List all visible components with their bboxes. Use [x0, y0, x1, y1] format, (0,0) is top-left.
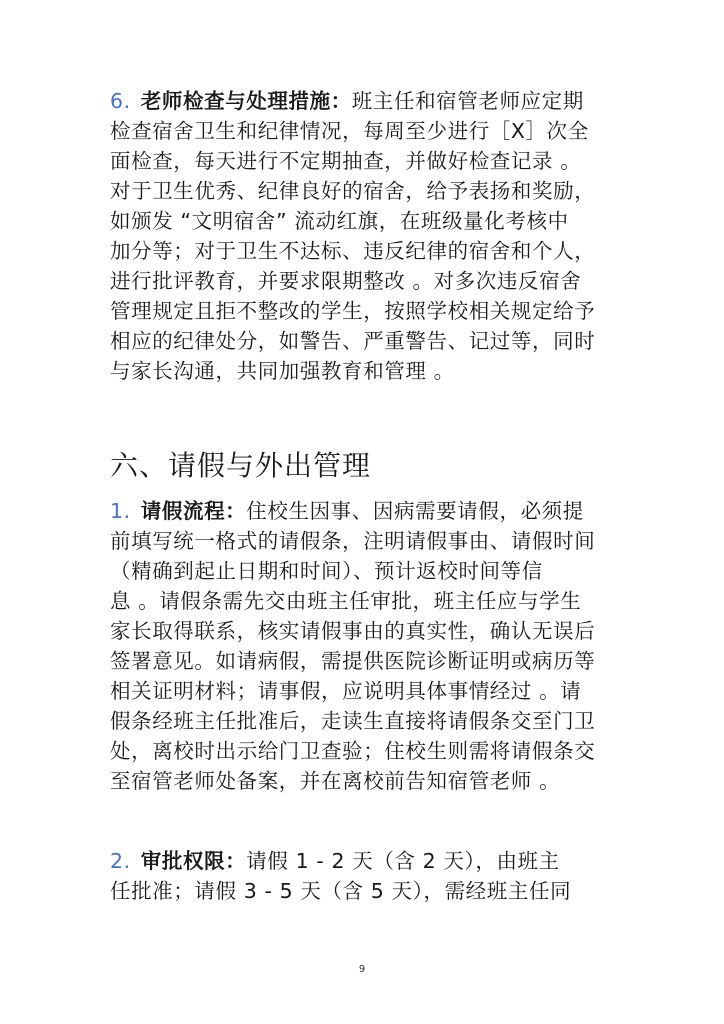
text-line: 进行批评教育，并要求限期整改 。对多次违反宿舍: [110, 269, 582, 293]
item-number: 6.: [110, 89, 131, 113]
text-line: 签署意见。如请病假，需提供医院诊断证明或病历等: [110, 649, 596, 673]
text-line: 相关证明材料；请事假，应说明具体事情经过 。请: [110, 679, 582, 703]
page-number: 9: [358, 964, 366, 975]
paragraph-approval-authority: [110, 846, 571, 906]
item-title: 老师检查与处理措施：: [140, 89, 352, 113]
text-line: 加分等；对于卫生不达标、违反纪律的宿舍和个人，: [110, 239, 596, 263]
text-line: 请假 1 - 2 天（含 2 天），由班主: [246, 849, 560, 873]
section-heading: 六、请假与外出管理: [110, 449, 372, 482]
paragraph-leave-process: [110, 496, 595, 796]
text-line: （精确到起止日期和时间）、预计返校时间等信: [110, 559, 543, 583]
text-line: 至宿管老师处备案，并在离校前告知宿管老师 。: [110, 769, 561, 793]
text-line: 对于卫生优秀、纪律良好的宿舍，给予表扬和奖励，: [110, 179, 596, 203]
text-line: 假条经班主任批准后，走读生直接将请假条交至门卫: [110, 709, 596, 733]
item-number: 2.: [110, 849, 131, 873]
text-line: 管理规定且拒不整改的学生，按照学校相关规定给予: [110, 299, 596, 323]
text-line: 住校生因事、因病需要请假，必须提: [246, 499, 584, 523]
item-title: 审批权限：: [140, 849, 247, 873]
text-line: 息 。请假条需先交由班主任审批，班主任应与学生: [110, 589, 582, 613]
text-line: 相应的纪律处分，如警告、严重警告、记过等，同时: [110, 329, 596, 353]
paragraph-first-line: [110, 496, 595, 526]
item-title: 请假流程：: [140, 499, 247, 523]
text-line: 任批准；请假 3 - 5 天（含 5 天），需经班主任同: [110, 879, 572, 903]
text-line: 家长取得联系，核实请假事由的真实性，确认无误后: [110, 619, 596, 643]
paragraph-first-line: [110, 846, 571, 876]
text-line: 如颁发 “文明宿舍” 流动红旗，在班级量化考核中: [110, 209, 569, 233]
text-line: 检查宿舍卫生和纪律情况，每周至少进行［X］次全: [110, 119, 589, 143]
paragraph-first-line: [110, 86, 595, 116]
text-line: 前填写统一格式的请假条，注明请假事由、请假时间: [110, 529, 596, 553]
item-number: 1.: [110, 499, 131, 523]
text-line: 面检查，每天进行不定期抽查，并做好检查记录 。: [110, 149, 582, 173]
text-line: 班主任和宿管老师应定期: [351, 89, 584, 113]
paragraph-teacher-inspection: [110, 86, 595, 386]
text-line: 处，离校时出示给门卫查验；住校生则需将请假条交: [110, 739, 596, 763]
text-line: 与家长沟通，共同加强教育和管理 。: [110, 359, 455, 383]
